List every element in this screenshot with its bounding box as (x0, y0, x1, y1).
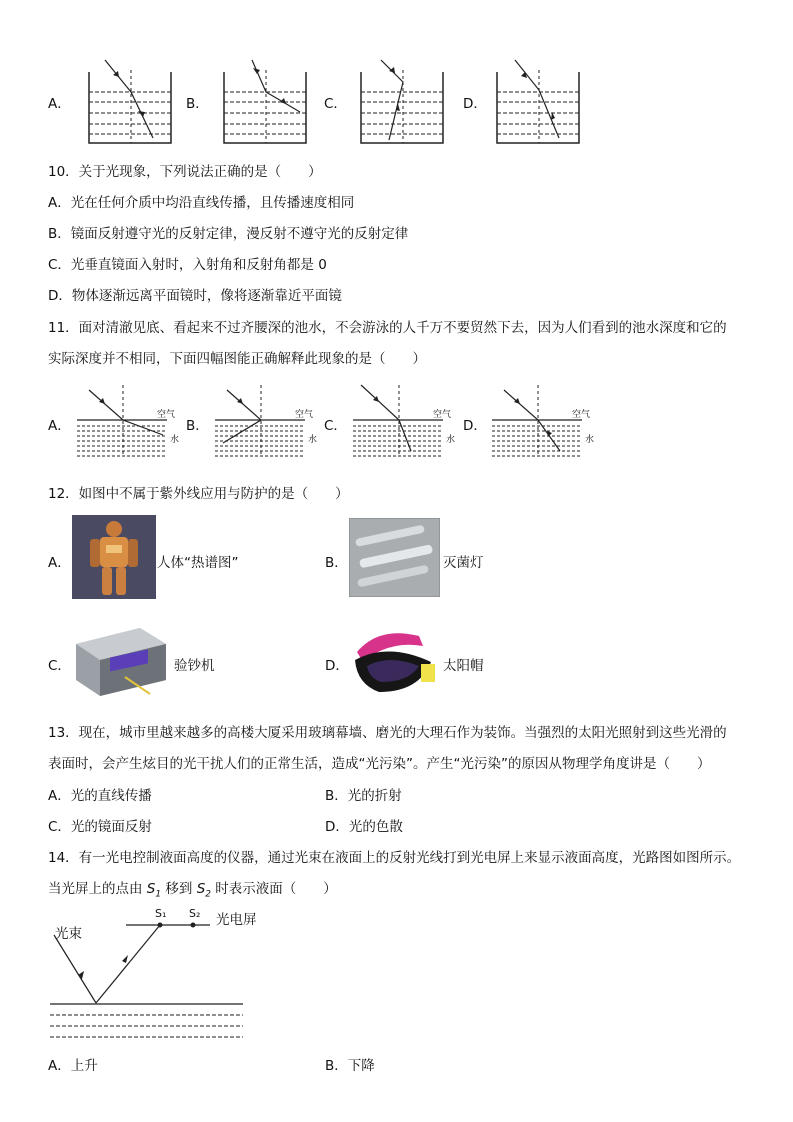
q12-option-b-caption: 灭菌灯 (443, 555, 484, 571)
uv-lamp-tubes (349, 518, 440, 597)
q13-option-a[interactable]: A．光的直线传播 (48, 788, 152, 804)
q14-s2: $S_2$ (196, 881, 212, 900)
q11-option-c-letter[interactable]: C． (324, 418, 347, 434)
q12-option-c-caption: 验钞机 (174, 658, 215, 674)
q14-stem-post: 时表示液面（ ） (211, 881, 337, 897)
q9-figure-d (493, 60, 583, 145)
q14-fig-s1-label: S₁ (155, 907, 167, 920)
q11-figure-a (75, 385, 185, 460)
q11-figure-c-air-label: 空气 (433, 410, 452, 420)
q12-uv-lamp-image (349, 518, 440, 597)
q11-figure-d (490, 385, 600, 460)
q10-option-b[interactable]: B．镜面反射遵守光的反射定律，漫反射不遵守光的反射定律 (48, 226, 409, 242)
money-detector-device (70, 622, 170, 702)
q9-figure-b (220, 60, 310, 145)
q11-figure-c (351, 385, 461, 460)
q13-stem-line2: 表面时，会产生炫目的光干扰人们的正常生活，造成“光污染”。产生“光污染”的原因从物理学角度讲是（ ） (48, 756, 711, 772)
q11-figure-b (213, 385, 323, 460)
q10-option-a[interactable]: A．光在任何介质中均沿直线传播，且传播速度相同 (48, 195, 355, 211)
thermal-body-silhouette (72, 515, 156, 599)
q14-fig-s2-label: S₂ (189, 907, 201, 920)
q9-option-b-letter[interactable]: B． (186, 96, 209, 112)
q11-option-d-letter[interactable]: D． (463, 418, 487, 434)
q9-option-c-letter[interactable]: C． (324, 96, 347, 112)
q14-stem-line1: 14．有一光电控制液面高度的仪器，通过光束在液面上的反射光线打到光电屏上来显示液面高度，光路图如图所示。 (48, 850, 741, 866)
q11-figure-d-air-label: 空气 (572, 410, 591, 420)
q14-option-b[interactable]: B．下降 (325, 1058, 375, 1074)
q11-option-a-letter[interactable]: A． (48, 418, 71, 434)
q13-stem-line1: 13．现在，城市里越来越多的高楼大厦采用玻璃幕墙、磨光的大理石作为装饰。当强烈的太阳光照射到这些光滑的 (48, 725, 727, 741)
q14-fig-beam-label: 光束 (55, 926, 82, 942)
q10-option-d[interactable]: D．物体逐渐远离平面镜时，像将逐渐靠近平面镜 (48, 288, 342, 304)
q9-option-d-letter[interactable]: D． (463, 96, 487, 112)
q12-sun-hat-image (349, 622, 439, 698)
q11-figure-c-water-label: 水 (446, 435, 456, 445)
q12-option-d-caption: 太阳帽 (443, 658, 484, 674)
q11-stem-line1: 11．面对清澈见底、看起来不过齐腰深的池水，不会游泳的人千万不要贸然下去，因为人们看到的池水深度和它的 (48, 320, 727, 336)
q11-figure-b-air-label: 空气 (295, 410, 314, 420)
q11-stem-line2: 实际深度并不相同，下面四幅图能正确解释此现象的是（ ） (48, 351, 426, 367)
q14-option-a[interactable]: A．上升 (48, 1058, 98, 1074)
q13-option-b[interactable]: B．光的折射 (325, 788, 402, 804)
q11-figure-d-water-label: 水 (585, 435, 595, 445)
q9-figure-a (85, 60, 175, 145)
q9-option-a-letter[interactable]: A． (48, 96, 71, 112)
q14-stem-pre: 当光屏上的点由 (48, 881, 147, 897)
q12-option-b-letter[interactable]: B． (325, 555, 348, 571)
q9-figure-c (357, 60, 447, 145)
q12-stem: 12．如图中不属于紫外线应用与防护的是（ ） (48, 486, 349, 502)
q11-option-b-letter[interactable]: B． (186, 418, 209, 434)
q14-fig-screen-label: 光电屏 (216, 912, 257, 928)
q12-option-a-caption: 人体“热谱图” (157, 555, 239, 571)
sun-hat-visor (349, 622, 439, 698)
q11-figure-b-water-label: 水 (308, 435, 318, 445)
q14-stem-line2 (48, 877, 337, 900)
q11-figure-a-air-label: 空气 (157, 410, 176, 420)
q12-option-c-letter[interactable]: C． (48, 658, 71, 674)
q10-option-c[interactable]: C．光垂直镜面入射时，入射角和反射角都是 0 (48, 257, 327, 273)
q12-thermal-image (72, 515, 156, 599)
q10-stem: 10．关于光现象，下列说法正确的是（ ） (48, 164, 322, 180)
q12-option-d-letter[interactable]: D． (325, 658, 349, 674)
q14-s1: $S_1$ (146, 881, 162, 900)
q13-option-c[interactable]: C．光的镜面反射 (48, 819, 152, 835)
q13-option-d[interactable]: D．光的色散 (325, 819, 403, 835)
q12-option-a-letter[interactable]: A． (48, 555, 71, 571)
q11-figure-a-water-label: 水 (170, 435, 180, 445)
q12-money-detector-image (70, 622, 170, 702)
q14-stem-mid: 移到 (161, 881, 197, 897)
